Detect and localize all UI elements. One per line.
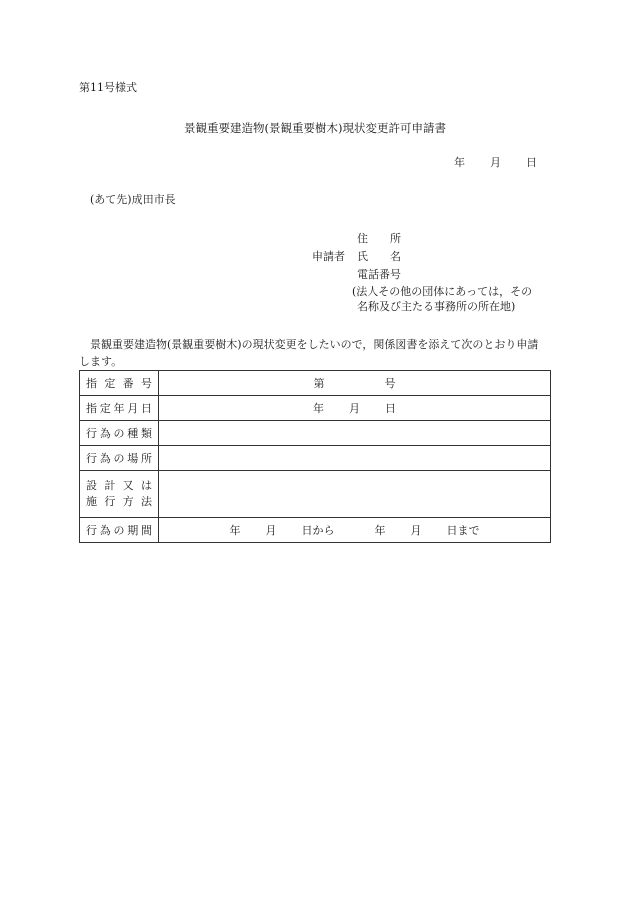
addressee: (あて先)成田市長 [90, 193, 176, 206]
action-type-label: 行為の種類 [80, 421, 159, 446]
action-location-field[interactable] [159, 446, 551, 471]
period-start-month: 月 [265, 524, 277, 537]
number-suffix: 号 [384, 377, 396, 390]
date-year: 年 [454, 156, 465, 169]
designation-month: 月 [349, 402, 360, 415]
table-row [80, 421, 551, 446]
table-row [80, 446, 551, 471]
applicant-address-label: 住 所 [357, 232, 401, 245]
date-month: 月 [490, 156, 501, 169]
period-end-day: 日まで [446, 524, 480, 537]
action-location-label: 行為の場所 [80, 446, 159, 471]
designation-number-label: 指定番号 [80, 371, 159, 396]
period-end-year: 年 [374, 524, 386, 537]
designation-year: 年 [313, 402, 324, 415]
design-method-label [80, 471, 159, 518]
table-row [80, 371, 551, 396]
table-row [80, 518, 551, 543]
action-period-field[interactable] [159, 518, 551, 543]
period-start-year: 年 [229, 524, 241, 537]
action-period-label: 行為の期間 [80, 518, 159, 543]
form-number: 第11号様式 [79, 81, 137, 94]
period-start-day: 日から [301, 524, 335, 537]
application-date [454, 156, 537, 170]
designation-number-field[interactable] [159, 371, 551, 396]
design-method-field[interactable] [159, 471, 551, 518]
action-type-field[interactable] [159, 421, 551, 446]
period-end-month: 月 [410, 524, 422, 537]
corporate-note-line2: 名称及び主たる事務所の所在地) [357, 300, 516, 313]
designation-date-field[interactable] [159, 396, 551, 421]
document-title: 景観重要建造物(景観重要樹木)現状変更許可申請書 [184, 121, 446, 135]
corporate-note-line1: (法人その他の団体にあっては，その [352, 285, 533, 298]
table-row [80, 471, 551, 518]
applicant-name-label: 氏 名 [357, 250, 401, 263]
applicant-heading: 申請者 [312, 250, 345, 263]
date-day: 日 [526, 156, 537, 169]
number-prefix: 第 [313, 377, 325, 390]
application-statement: 景観重要建造物(景観重要樹木)の現状変更をしたいので，関係図書を添えて次のとおり申請します。 [79, 338, 539, 368]
designation-date-label: 指定年月日 [80, 396, 159, 421]
application-details-table [79, 370, 551, 543]
design-method-label-line2: 施行方法 [86, 495, 152, 508]
design-method-label-line1: 設計又は [86, 479, 152, 492]
table-row [80, 396, 551, 421]
designation-day: 日 [385, 402, 396, 415]
applicant-phone-label: 電話番号 [357, 268, 401, 281]
